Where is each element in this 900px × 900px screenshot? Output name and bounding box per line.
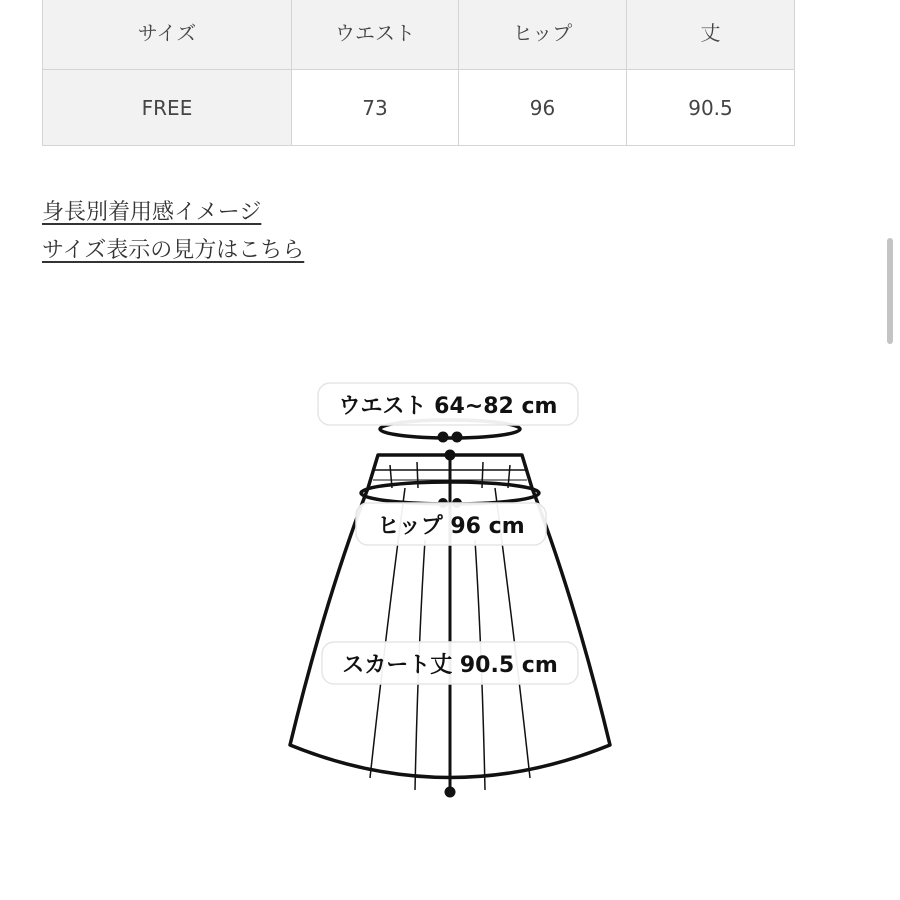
size-guide-link[interactable]: サイズ表示の見方はこちら [42,238,305,263]
length-label: スカート丈 90.5 cm [342,653,558,678]
hip-label-pill [356,503,546,545]
waist-label: ウエスト 64~82 cm [338,394,558,419]
header-length: 丈 [627,0,795,70]
cell-length: 90.5 [627,70,795,146]
waist-point-right [452,432,463,443]
hip-label: ヒップ 96 cm [377,514,525,539]
length-label-pill [322,642,578,684]
cell-hip: 96 [459,70,627,146]
header-size: サイズ [43,0,292,70]
cell-size: FREE [43,70,292,146]
header-waist: ウエスト [292,0,459,70]
header-hip: ヒップ [459,0,627,70]
waist-label-pill [318,383,578,425]
length-point-bottom [445,787,456,798]
cell-waist: 73 [292,70,459,146]
waist-point-left [438,432,449,443]
height-fit-image-link[interactable]: 身長別着用感イメージ [42,200,262,225]
length-point-top [445,450,456,461]
